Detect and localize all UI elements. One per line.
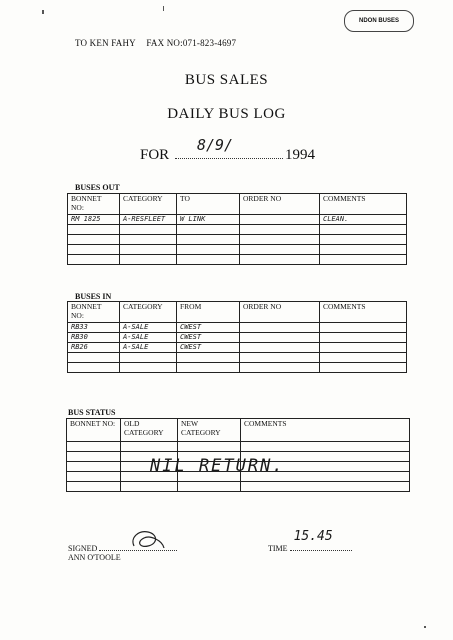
column-header: CATEGORY — [120, 302, 177, 323]
table-cell — [120, 235, 177, 245]
time-row — [268, 529, 352, 553]
column-header: ORDER NO — [240, 194, 320, 215]
table-cell: RB30 — [68, 333, 120, 343]
table-cell: CWEST — [177, 323, 240, 333]
table-cell — [241, 482, 410, 492]
page-subtitle: DAILY BUS LOG — [167, 106, 286, 122]
table-cell: RM 1825 — [68, 215, 120, 225]
table-cell — [67, 462, 121, 472]
table-cell — [240, 215, 320, 225]
table-cell: CWEST — [177, 343, 240, 353]
nil-return-note: NIL RETURN. — [150, 456, 285, 476]
table-cell — [240, 255, 320, 265]
table-cell — [240, 323, 320, 333]
column-header: CATEGORY — [120, 194, 177, 215]
table-row — [68, 215, 407, 225]
fax-number-text: FAX NO:071-823-4697 — [146, 38, 237, 48]
table-cell — [120, 363, 177, 373]
bus-status-title: BUS STATUS — [68, 408, 116, 417]
table-header-row — [67, 419, 410, 442]
column-header: ORDER NO — [240, 302, 320, 323]
table-row — [67, 442, 410, 452]
table-cell — [68, 245, 120, 255]
table-cell: A-RESFLEET — [120, 215, 177, 225]
table-header-row — [68, 302, 407, 323]
company-stamp: NDON BUSES — [344, 10, 414, 32]
table-cell — [320, 323, 407, 333]
table-cell — [67, 482, 121, 492]
time-handwritten: 15.45 — [293, 529, 333, 544]
buses-out-title: BUSES OUT — [75, 183, 120, 192]
table-cell: A-SALE — [120, 343, 177, 353]
table-cell: CLEAN. — [320, 215, 407, 225]
table-cell — [240, 353, 320, 363]
bus-status-table — [66, 418, 410, 492]
table-cell — [67, 472, 121, 482]
table-cell — [178, 482, 241, 492]
table-cell — [240, 245, 320, 255]
table-cell — [320, 225, 407, 235]
recipient-text: TO KEN FAHY — [75, 38, 136, 48]
column-header: NEW CATEGORY — [178, 419, 241, 442]
table-cell — [320, 353, 407, 363]
table-cell — [320, 235, 407, 245]
table-cell: W LINK — [177, 215, 240, 225]
time-field — [290, 529, 352, 551]
buses-in-table — [67, 301, 407, 373]
table-cell — [240, 235, 320, 245]
table-cell — [177, 353, 240, 363]
table-cell — [120, 225, 177, 235]
table-cell — [320, 255, 407, 265]
table-cell — [240, 363, 320, 373]
table-cell — [120, 245, 177, 255]
table-cell — [240, 225, 320, 235]
column-header: COMMENTS — [241, 419, 410, 442]
fax-header — [75, 38, 244, 48]
table-cell: RB26 — [68, 343, 120, 353]
buses-out-table — [67, 193, 407, 265]
table-row — [68, 225, 407, 235]
table-cell — [177, 225, 240, 235]
table-cell — [320, 333, 407, 343]
table-row — [67, 482, 410, 492]
signer-name: ANN O'TOOLE — [68, 553, 121, 562]
table-row — [68, 255, 407, 265]
scan-speck — [42, 10, 44, 14]
table-cell — [177, 363, 240, 373]
table-cell — [68, 225, 120, 235]
scan-speck — [163, 6, 164, 11]
column-header: TO — [177, 194, 240, 215]
table-cell: RB33 — [68, 323, 120, 333]
table-cell — [120, 353, 177, 363]
column-header: OLD CATEGORY — [121, 419, 178, 442]
time-label: TIME — [268, 544, 288, 553]
table-cell — [240, 333, 320, 343]
table-cell — [241, 442, 410, 452]
table-cell: A-SALE — [120, 333, 177, 343]
table-row — [68, 353, 407, 363]
column-header: COMMENTS — [320, 194, 407, 215]
column-header: BONNET NO: — [67, 419, 121, 442]
signature-mark — [128, 528, 168, 552]
signed-label: SIGNED — [68, 544, 98, 553]
table-row — [68, 323, 407, 333]
table-cell — [68, 255, 120, 265]
table-cell — [67, 452, 121, 462]
table-row — [68, 235, 407, 245]
table-cell — [320, 343, 407, 353]
column-header: COMMENTS — [320, 302, 407, 323]
table-cell — [177, 235, 240, 245]
date-handwritten: 8/9/ — [196, 136, 234, 154]
column-header: BONNET NO: — [68, 194, 120, 215]
date-row — [140, 136, 315, 164]
table-row — [68, 343, 407, 353]
table-cell — [121, 482, 178, 492]
year-text: 1994 — [284, 147, 315, 163]
table-cell — [320, 363, 407, 373]
table-cell: A-SALE — [120, 323, 177, 333]
table-cell — [121, 442, 178, 452]
table-header-row — [68, 194, 407, 215]
table-cell — [68, 363, 120, 373]
buses-in-title: BUSES IN — [75, 292, 112, 301]
date-field — [175, 136, 283, 159]
table-cell — [68, 235, 120, 245]
table-cell — [178, 442, 241, 452]
table-cell — [177, 245, 240, 255]
table-cell — [320, 245, 407, 255]
table-cell — [120, 255, 177, 265]
table-cell — [240, 343, 320, 353]
column-header: BONNET NO: — [68, 302, 120, 323]
table-cell — [177, 255, 240, 265]
page-title: BUS SALES — [184, 72, 269, 88]
column-header: FROM — [177, 302, 240, 323]
scan-speck — [424, 626, 426, 628]
table-cell: CWEST — [177, 333, 240, 343]
for-label: FOR — [140, 147, 170, 163]
table-row — [68, 363, 407, 373]
table-cell — [67, 442, 121, 452]
table-cell — [68, 353, 120, 363]
table-row — [68, 245, 407, 255]
table-row — [68, 333, 407, 343]
